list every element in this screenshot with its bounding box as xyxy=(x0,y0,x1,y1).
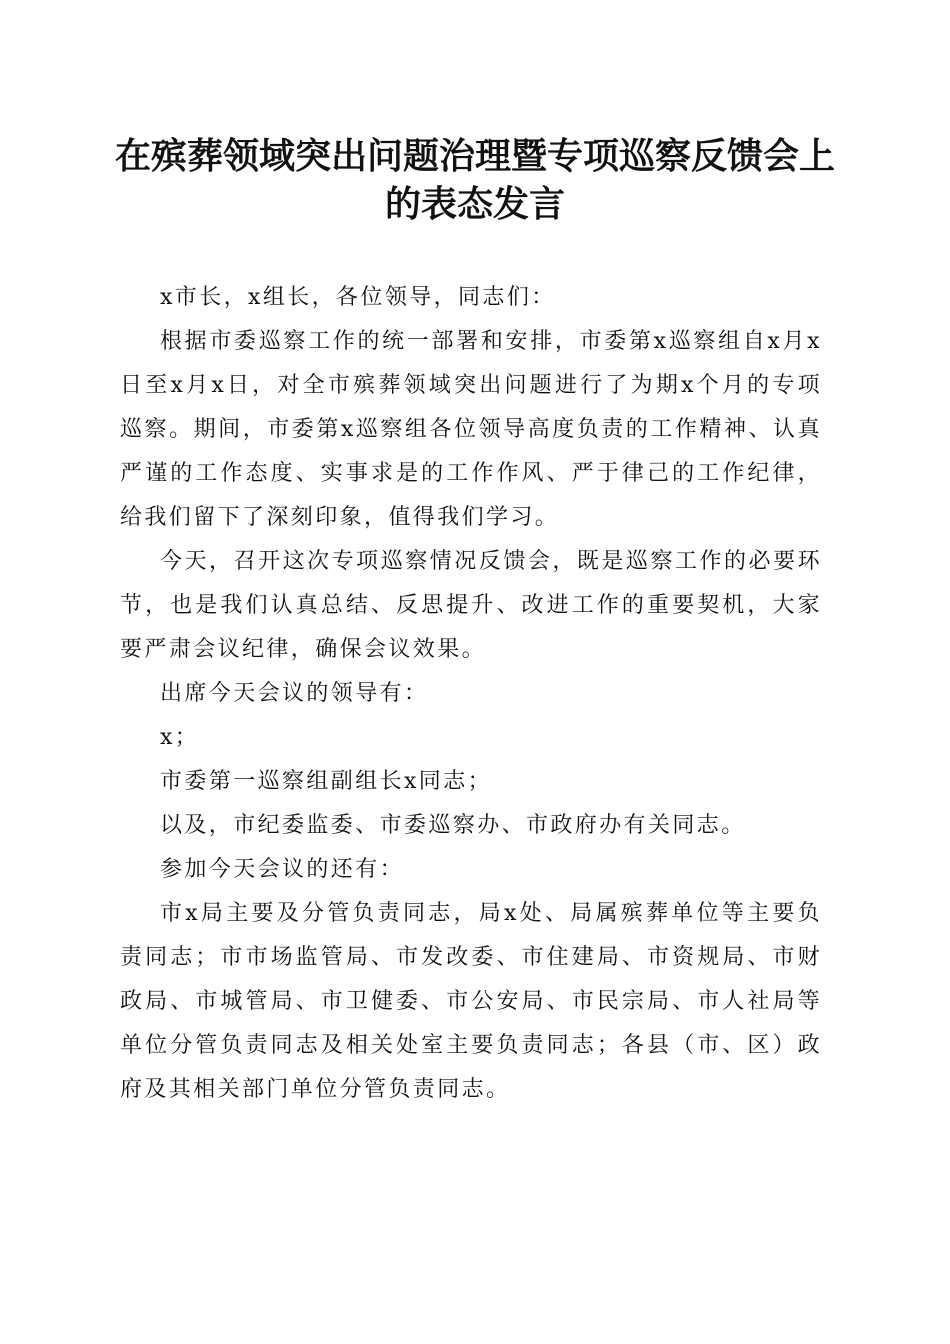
paragraph-salutation: x市长，x组长，各位领导，同志们： xyxy=(160,285,556,310)
paragraph-attending-leaders-intro: 出席今天会议的领导有： xyxy=(160,681,429,706)
paragraph-background: 根据市委巡察工作的统一部署和安排，市委第x巡察组自x月x日至x月x日，对全市殡葬领域突出问题进行了为期x个月的专项巡察。期间，市委第x巡察组各位领导高度负责的工作精神、认真严谨的工作态度、实事求是的工作作风、严于律己的工作纪律，给我们留下了深刻印象，值得我们学习。 xyxy=(120,329,822,530)
document-body xyxy=(120,276,822,1112)
paragraph-participants-intro: 参加今天会议的还有： xyxy=(160,857,405,882)
paragraph-meeting-purpose: 今天，召开这次专项巡察情况反馈会，既是巡察工作的必要环节，也是我们认真总结、反思提升、改进工作的重要契机，大家要严肃会议纪律，确保会议效果。 xyxy=(120,549,822,662)
paragraph-attendee-x: x； xyxy=(160,725,200,750)
paragraph-attendee-others: 以及，市纪委监委、市委巡察办、市政府办有关同志。 xyxy=(160,813,746,838)
paragraph-attendee-deputy-leader: 市委第一巡察组副组长x同志； xyxy=(160,769,493,794)
document-title-line-2: 的表态发言 xyxy=(384,183,565,225)
document-title xyxy=(100,132,850,228)
paragraph-participants-list: 市x局主要及分管负责同志，局x处、局属殡葬单位等主要负责同志；市市场监管局、市发改委、市住建局、市资规局、市财政局、市城管局、市卫健委、市公安局、市民宗局、市人社局等单位分管负责同志及相关处室主要负责同志；各县（市、区）政府及其相关部门单位分管负责同志。 xyxy=(120,901,822,1102)
document-title-line-1: 在殡葬领域突出问题治理暨专项巡察反馈会上 xyxy=(114,135,835,177)
